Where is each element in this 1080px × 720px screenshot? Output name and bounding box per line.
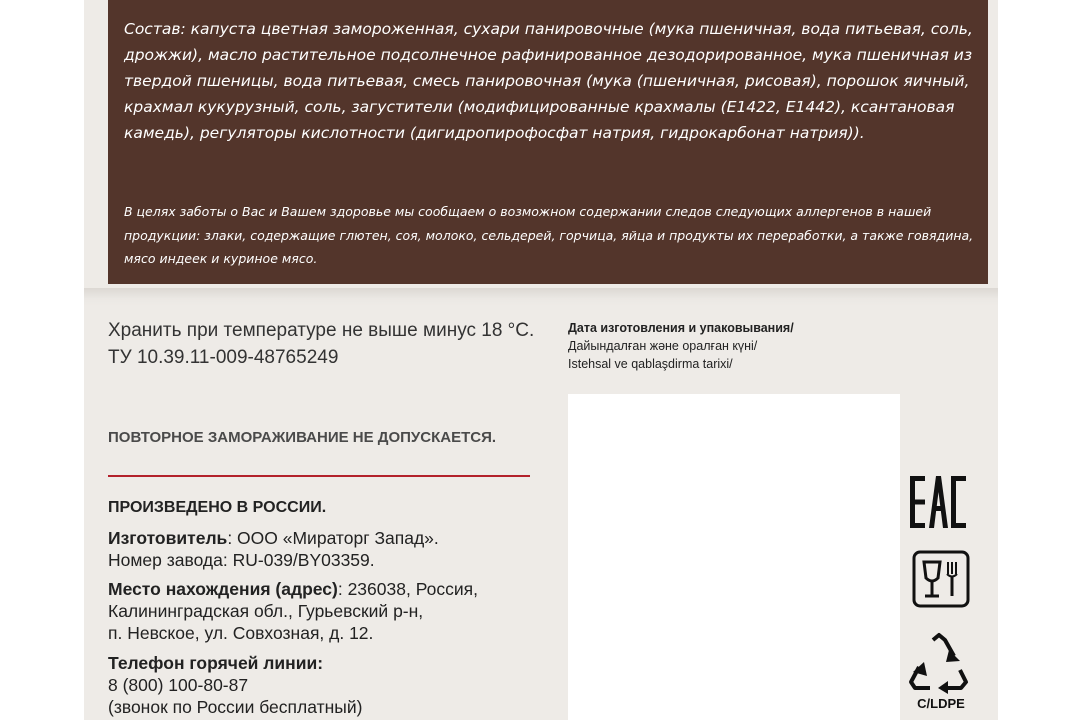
eac-mark xyxy=(910,476,966,528)
composition-text: Состав: капуста цветная замороженная, сухари панировочные (мука пшеничная, вода питьевая, соль, дрожжи), масло растительное подсолнечное рафинированное дезодорированное, мука пшеничная из твердой пшеницы, вода питьевая, смесь панировочная (мука (пшеничная, рисовая), порошок яичный, крахмал кукурузный, соль, загустители (модифицированные крахмалы (Е1422, Е1442), ксантановая камедь), регуляторы кислотности (дигидропирофосфат натрия, гидрокарбонат натрия)). xyxy=(124,20,973,142)
hotline-label: Телефон горячей линии xyxy=(108,653,318,673)
ingredients-panel xyxy=(108,0,988,284)
storage-info xyxy=(108,317,534,371)
production-date-ru: Дата изготовления и упаковывания/ xyxy=(568,321,794,335)
address-line-1: : 236038, Россия, xyxy=(337,579,478,599)
address-block xyxy=(108,578,478,644)
address-label: Место нахождения (адрес) xyxy=(108,579,338,599)
production-date-az: Istehsal ve qablaşdirma tarixi/ xyxy=(568,357,733,371)
hotline-note: (звонок по России бесплатный) xyxy=(108,697,363,717)
manufacturer-block xyxy=(108,527,439,571)
storage-temperature: Хранить при температуре не выше минус 18 °С. xyxy=(108,320,535,341)
glass-fork-icon xyxy=(912,550,970,608)
production-date-kz: Дайындалған және оралған күні/ xyxy=(568,339,758,353)
date-print-area xyxy=(568,394,900,720)
manufacturer-label: Изготовитель xyxy=(108,528,228,548)
address-line-3: п. Невское, ул. Совхозная, д. 12. xyxy=(108,623,374,643)
hotline-block xyxy=(108,652,362,718)
hotline-phone: 8 (800) 100-80-87 xyxy=(108,675,249,695)
refreeze-warning: ПОВТОРНОЕ ЗАМОРАЖИВАНИЕ НЕ ДОПУСКАЕТСЯ. xyxy=(108,429,497,446)
product-label xyxy=(84,0,998,720)
production-date-heading xyxy=(568,319,794,373)
red-divider xyxy=(108,475,530,477)
recycle-icon xyxy=(906,632,972,694)
manufacturer-name: : ООО «Мираторг Запад». xyxy=(227,528,439,548)
allergens-text: В целях заботы о Вас и Вашем здоровье мы сообщаем о возможном содержании следов следующих аллергенов в нашей продукции: злаки, содержащие глютен, соя, молоко, сельдерей, горчица, яйца и продукты их переработки, а также говядина, мясо индеек и куриное мясо. xyxy=(124,204,974,266)
plant-number: Номер завода: RU-039/BY03359. xyxy=(108,550,375,570)
package-fold xyxy=(84,288,998,306)
address-line-2: Калининградская обл., Гурьевский р-н, xyxy=(108,601,424,621)
recycle-code: C/LDPE xyxy=(917,696,965,711)
made-in-russia: ПРОИЗВЕДЕНО В РОССИИ. xyxy=(108,499,327,516)
tech-spec-code: ТУ 10.39.11-009-48765249 xyxy=(108,347,339,368)
hotline-colon: : xyxy=(317,653,324,673)
